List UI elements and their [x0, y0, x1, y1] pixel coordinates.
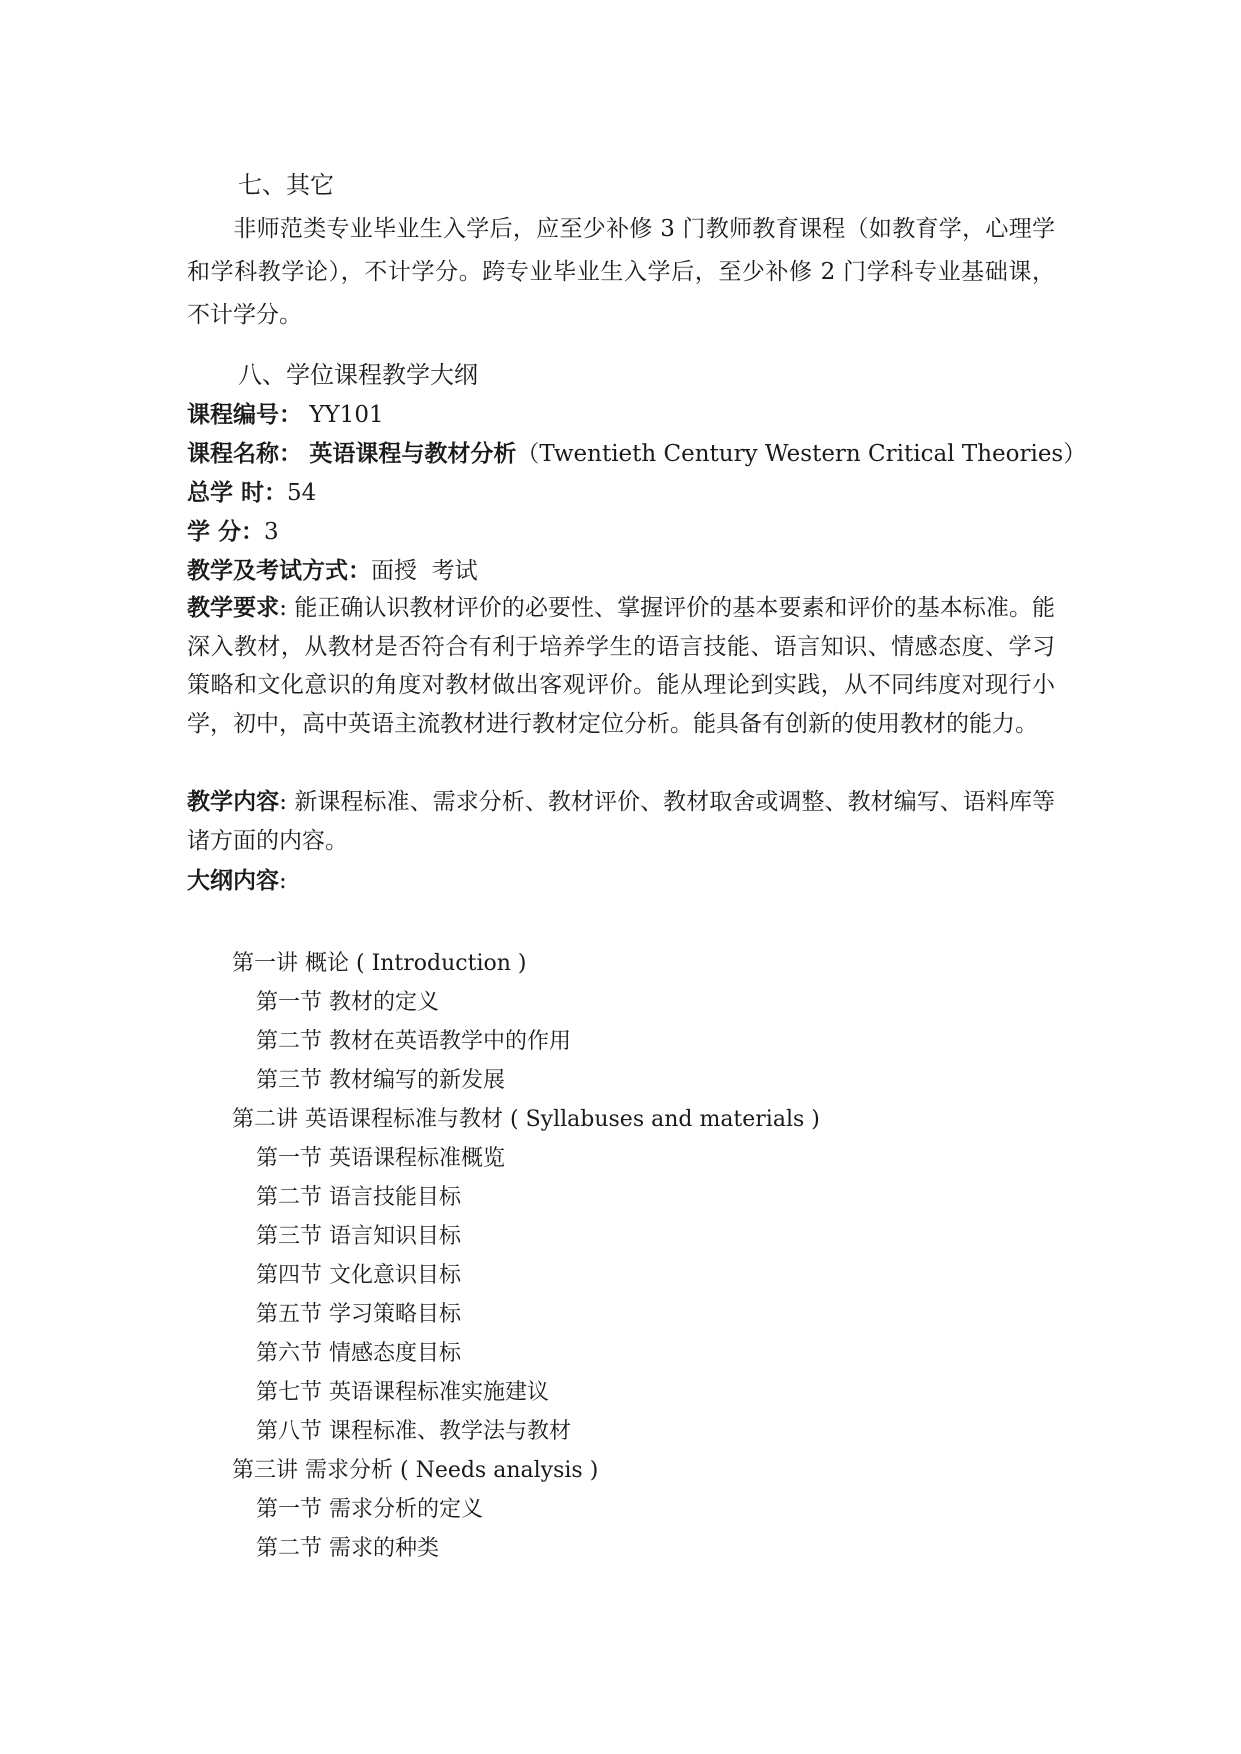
- credits-line: [187, 513, 279, 546]
- section7-title: 七、其它: [238, 171, 334, 199]
- content-label: 教学内容: [187, 789, 280, 815]
- credits-value: 3: [264, 519, 279, 545]
- course-name-en: （Twentieth Century Western Critical Theories）: [516, 441, 1087, 467]
- teaching-requirements: [187, 589, 1055, 743]
- course-code-label: 课程编号：: [187, 402, 302, 428]
- outline-section-3-1: 第一节 需求分析的定义: [256, 1497, 483, 1522]
- teaching-content: [187, 783, 1055, 860]
- requirements-label: 教学要求: [187, 595, 280, 621]
- section7-paragraph: [187, 208, 1055, 337]
- course-code-value: YY101: [309, 402, 384, 428]
- outline-section-2-7: 第七节 英语课程标准实施建议: [256, 1380, 549, 1405]
- outline-lecture-2: 第二讲 英语课程标准与教材 ( Syllabuses and materials ): [232, 1107, 820, 1132]
- course-name-line: [187, 435, 1086, 468]
- outline-section-1-2: 第二节 教材在英语教学中的作用: [256, 1029, 571, 1054]
- outline-section-2-5: 第五节 学习策略目标: [256, 1302, 461, 1327]
- course-code-line: [187, 396, 384, 429]
- teaching-mode-value: 面授 考试: [371, 558, 478, 584]
- requirements-text: : 能正确认识教材评价的必要性、掌握评价的基本要素和评价的基本标准。能深入教材，从教材是否符合有利于培养学生的语言技能、语言知识、情感态度、学习策略和文化意识的角度对教材做出客观评价。能从理论到实践，从不同纬度对现行小学，初中，高中英语主流教材进行教材定位分析。能具备有创新的使用教材的能力。: [187, 595, 1056, 737]
- total-hours-value: 54: [287, 480, 317, 506]
- total-hours-label: 总学 时：: [187, 480, 288, 506]
- outline-section-2-4: 第四节 文化意识目标: [256, 1263, 461, 1288]
- outline-section-2-8: 第八节 课程标准、教学法与教材: [256, 1419, 571, 1444]
- teaching-mode-line: [187, 552, 478, 585]
- section7-body: 非师范类专业毕业生入学后，应至少补修 3 门教师教育课程（如教育学，心理学和学科教学论），不计学分。跨专业毕业生入学后，至少补修 2 门学科专业基础课，不计学分。: [187, 216, 1055, 328]
- outline-section-2-3: 第三节 语言知识目标: [256, 1224, 461, 1249]
- total-hours-line: [187, 474, 316, 507]
- course-name-cn: 英语课程与教材分析: [309, 441, 517, 467]
- outline-section-2-1: 第一节 英语课程标准概览: [256, 1146, 505, 1171]
- outline-section-3-2: 第二节 需求的种类: [256, 1536, 439, 1561]
- outline-section-2-6: 第六节 情感态度目标: [256, 1341, 461, 1366]
- outline-heading: [187, 862, 287, 895]
- outline-lecture-1: 第一讲 概论 ( Introduction ): [232, 951, 527, 976]
- outline-lecture-3: 第三讲 需求分析 ( Needs analysis ): [232, 1458, 599, 1483]
- outline-section-2-2: 第二节 语言技能目标: [256, 1185, 461, 1210]
- outline-section-1-1: 第一节 教材的定义: [256, 990, 439, 1015]
- outline-section-1-3: 第三节 教材编写的新发展: [256, 1068, 505, 1093]
- teaching-mode-label: 教学及考试方式：: [187, 558, 371, 584]
- outline-label: 大纲内容: [187, 868, 279, 894]
- content-text: : 新课程标准、需求分析、教材评价、教材取舍或调整、教材编写、语料库等诸方面的内容。: [187, 789, 1056, 854]
- outline-colon: :: [279, 868, 287, 894]
- course-name-label: 课程名称：: [187, 441, 302, 467]
- credits-label: 学 分：: [187, 519, 265, 545]
- section8-title: 八、学位课程教学大纲: [238, 361, 478, 389]
